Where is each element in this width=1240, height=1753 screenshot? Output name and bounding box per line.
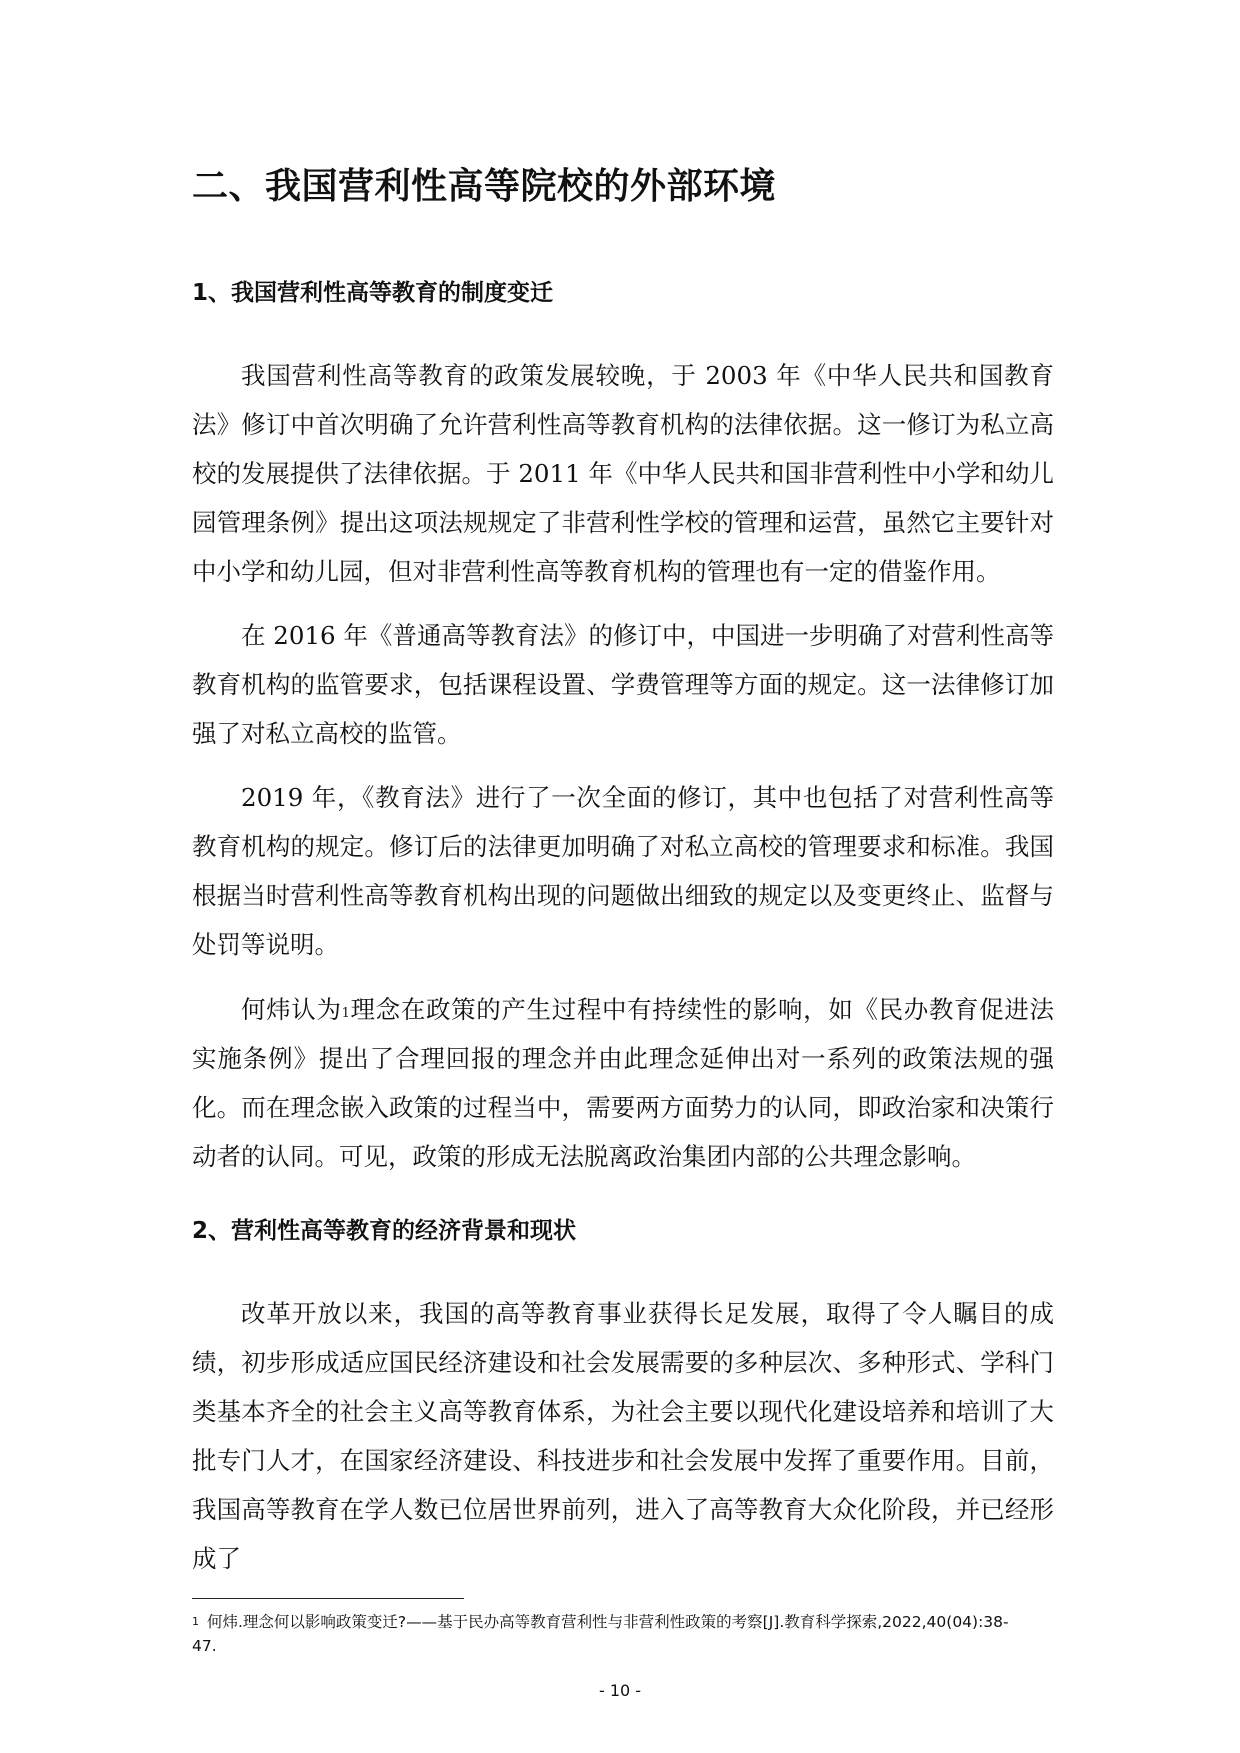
footnote-mark: 1: [192, 1615, 199, 1628]
paragraph: 2019 年，《教育法》进行了一次全面的修订，其中也包括了对营利性高等教育机构的规定。修订后的法律更加明确了对私立高校的管理要求和标准。我国根据当时营利性高等教育机构出现的问题做出细致的规定以及变更终止、监督与处罚等说明。: [192, 783, 1054, 959]
paragraph: 在 2016 年《普通高等教育法》的修订中，中国进一步明确了对营利性高等教育机构的监管要求，包括课程设置、学费管理等方面的规定。这一法律修订加强了对私立高校的监管。: [192, 621, 1054, 748]
paragraph: 我国营利性高等教育的政策发展较晚，于 2003 年《中华人民共和国教育法》修订中首次明确了允许营利性高等教育机构的法律依据。这一修订为私立高校的发展提供了法律依据。于 2011 年《中华人民共和国非营利性中小学和幼儿园管理条例》提出这项法规规定了非营利性学校的管理和运营，虽然它主要针对中小学和幼儿园，但对非营利性高等教育机构的管理也有一定的借鉴作用。: [192, 361, 1054, 586]
footnote-divider: [192, 1598, 464, 1599]
footnote-text: 何炜.理念何以影响政策变迁?——基于民办高等教育营利性与非营利性政策的考察[J].教育科学探索,2022,40(04):38-47.: [192, 1613, 1009, 1655]
page-number: - 10 -: [598, 1681, 642, 1700]
paragraph: 改革开放以来，我国的高等教育事业获得长足发展，取得了令人瞩目的成绩，初步形成适应国民经济建设和社会发展需要的多种层次、多种形式、学科门类基本齐全的社会主义高等教育体系，为社会主要以现代化建设培养和培训了大批专门人才，在国家经济建设、科技进步和社会发展中发挥了重要作用。目前，我国高等教育在学人数已位居世界前列，进入了高等教育大众化阶段，并已经形成了: [192, 1299, 1054, 1573]
footnote: [192, 1610, 1022, 1658]
section-heading-2: 2、营利性高等教育的经济背景和现状: [192, 1218, 577, 1244]
citation-body-text: 理念在政策的产生过程中有持续性的影响，如《民办教育促进法实施条例》提出了合理回报的理念并由此理念延伸出对一系列的政策法规的强化。而在理念嵌入政策的过程当中，需要两方面势力的认同，即政治家和决策行动者的认同。可见，政策的形成无法脱离政治集团内部的公共理念影响。: [192, 995, 1055, 1171]
chapter-title: 二、我国营利性高等院校的外部环境: [192, 166, 777, 207]
footnote-reference[interactable]: 1: [341, 1006, 350, 1021]
paragraph-with-citation: [192, 985, 1054, 1181]
section-heading-1: 1、我国营利性高等教育的制度变迁: [192, 280, 554, 306]
citation-lead-text: 何炜认为: [241, 995, 342, 1024]
